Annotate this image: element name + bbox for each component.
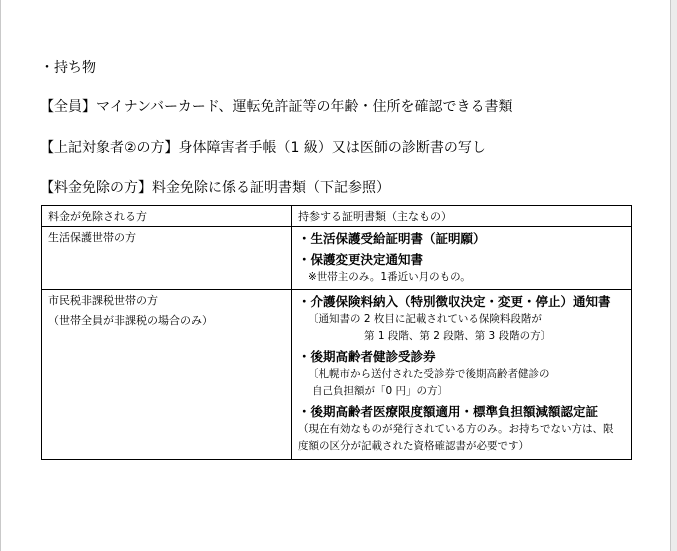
tax-exempt-household-label: 市民税非課税世帯の方	[48, 294, 158, 307]
fee-exemption-requirement: 【料金免除の方】料金免除に係る証明書類（下記参照）	[40, 180, 390, 196]
header-exempt-person: 料金が免除される方	[42, 206, 292, 227]
tax-exempt-documents-cell	[292, 290, 632, 460]
page-right-edge	[670, 0, 677, 551]
welfare-household-label: 生活保護世帯の方	[48, 231, 136, 244]
medical-limit-certificate-item: ・後期高齢者医療限度額適用・標準負担額減額認定証	[298, 404, 599, 419]
header-required-documents: 持参する証明書類（主なもの）	[292, 206, 632, 227]
welfare-documents-cell	[292, 227, 632, 290]
elderly-checkup-note-2: 自己負担額が「0 円」の方〕	[312, 385, 449, 397]
elderly-checkup-ticket-item: ・後期高齢者健診受診券	[298, 349, 436, 364]
table-row	[42, 227, 632, 290]
tax-exempt-household-condition: （世帯全員が非課税の場合のみ）	[48, 314, 213, 327]
care-insurance-note-2: 第 1 段階、第 2 段階、第 3 段階の方〕	[364, 330, 552, 342]
page-left-edge	[0, 0, 1, 551]
medical-limit-note-2: 度額の区分が記載された資格確認書が必要です）	[298, 440, 529, 452]
exemption-documents-table	[41, 205, 632, 460]
elderly-checkup-note-1: 〔札幌市から送付された受診券で後期高齢者健診の	[308, 368, 550, 380]
welfare-certificate-item: ・生活保護受給証明書（証明願）	[298, 231, 486, 246]
care-insurance-note-1: 〔通知書の 2 枚目に記載されている保険料段階が	[308, 313, 542, 325]
tax-exempt-household-cell	[42, 290, 292, 460]
table-row	[42, 290, 632, 460]
all-participants-requirement: 【全員】マイナンバーカード、運転免許証等の年齢・住所を確認できる書類	[40, 99, 513, 115]
welfare-note: ※世帯主のみ。1番近い月のもの。	[308, 271, 471, 283]
welfare-change-notice-item: ・保護変更決定通知書	[298, 252, 424, 267]
care-insurance-notice-item: ・介護保険料納入（特別徴収決定・変更・停止）通知書	[298, 294, 611, 309]
medical-limit-note-1: （現在有効なものが発行されている方のみ。お持ちでない方は、限	[298, 423, 614, 435]
target-2-requirement: 【上記対象者②の方】身体障害者手帳（1 級）又は医師の診断書の写し	[40, 140, 486, 156]
table-header-row	[42, 206, 632, 227]
welfare-household-cell	[42, 227, 292, 290]
belongings-heading: ・持ち物	[40, 60, 96, 76]
